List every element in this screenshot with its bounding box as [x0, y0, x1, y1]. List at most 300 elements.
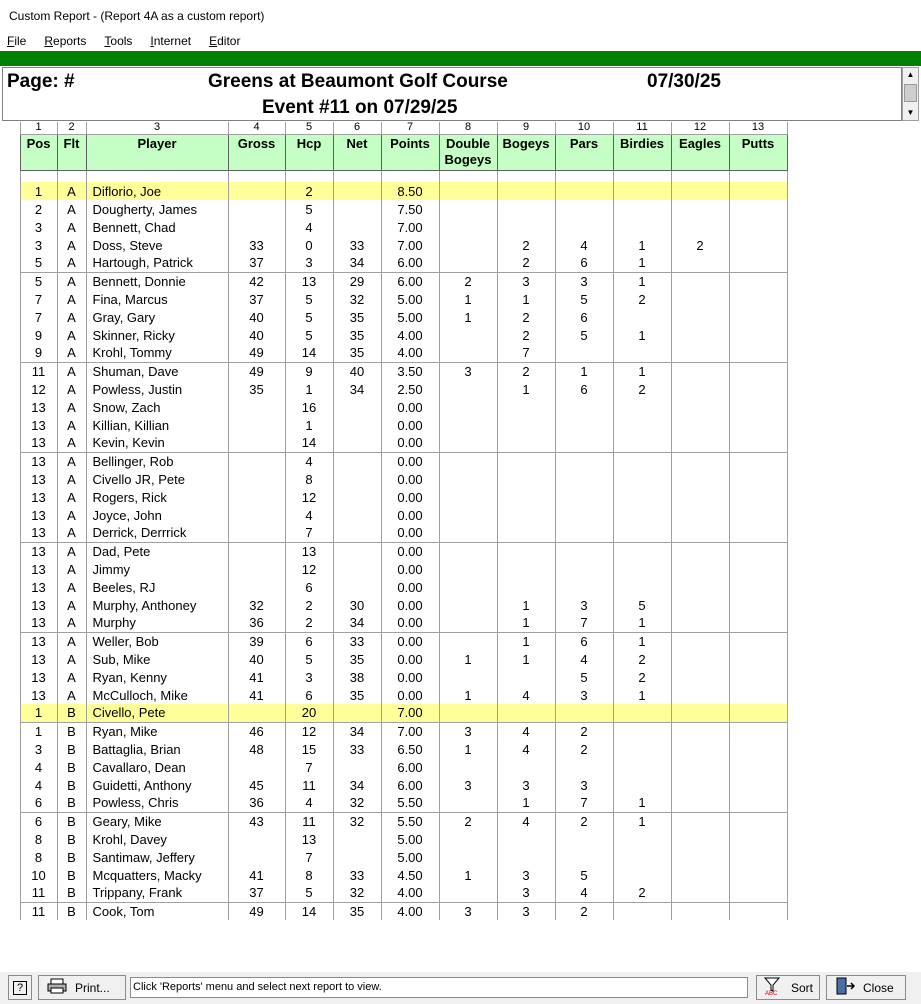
- cell-double-bogeys: [439, 632, 497, 650]
- cell-putts: [729, 632, 787, 650]
- row-header-cell: [0, 614, 20, 632]
- cell-birdies: 1: [613, 254, 671, 272]
- help-button[interactable]: [8, 975, 32, 1000]
- cell-pars: 6: [555, 308, 613, 326]
- cell-pos: 13: [20, 470, 57, 488]
- cell-player: Battaglia, Brian: [86, 740, 228, 758]
- table-row[interactable]: [0, 434, 787, 452]
- cell-points: 7.00: [381, 704, 439, 722]
- cell-bogeys: 2: [497, 362, 555, 380]
- cell-flt: B: [57, 740, 86, 758]
- cell-hcp: 1: [285, 380, 333, 398]
- cell-flt: B: [57, 794, 86, 812]
- cell-eagles: [671, 722, 729, 740]
- column-number-pars[interactable]: 10: [555, 122, 613, 134]
- cell-putts: [729, 578, 787, 596]
- cell-double-bogeys: [439, 884, 497, 902]
- table-row[interactable]: [0, 362, 787, 380]
- cell-double-bogeys: 1: [439, 290, 497, 308]
- header-pars[interactable]: Pars: [555, 134, 613, 170]
- cell-pars: [555, 434, 613, 452]
- cell-net: 35: [333, 686, 381, 704]
- cell-bogeys: [497, 218, 555, 236]
- table-row[interactable]: [0, 560, 787, 578]
- cell-points: 5.50: [381, 812, 439, 830]
- cell-eagles: [671, 812, 729, 830]
- cell-eagles: [671, 632, 729, 650]
- cell-pos: 6: [20, 812, 57, 830]
- cell-birdies: [613, 200, 671, 218]
- cell-pars: [555, 416, 613, 434]
- cell-pos: 13: [20, 506, 57, 524]
- cell-points: 0.00: [381, 416, 439, 434]
- report-header: [2, 67, 902, 121]
- table-row[interactable]: [0, 344, 787, 362]
- table-row[interactable]: [0, 290, 787, 308]
- cell-putts: [729, 452, 787, 470]
- cell-points: 4.00: [381, 884, 439, 902]
- row-header-cell: [0, 506, 20, 524]
- cell-net: 34: [333, 776, 381, 794]
- cell-bogeys: 2: [497, 326, 555, 344]
- cell-bogeys: [497, 182, 555, 200]
- row-header-cell: [0, 134, 20, 170]
- table-row[interactable]: [0, 704, 787, 722]
- menu-reports[interactable]: [37, 31, 93, 51]
- table-row[interactable]: [0, 326, 787, 344]
- cell-player: Sub, Mike: [86, 650, 228, 668]
- table-row[interactable]: [0, 740, 787, 758]
- cell-double-bogeys: 1: [439, 740, 497, 758]
- column-number-pos[interactable]: 1: [20, 122, 57, 134]
- cell-net: [333, 578, 381, 596]
- cell-gross: [228, 488, 285, 506]
- row-header-cell: [0, 848, 20, 866]
- table-row[interactable]: [0, 452, 787, 470]
- row-header-cell: [0, 668, 20, 686]
- cell-pos: 8: [20, 848, 57, 866]
- menu-file[interactable]: [0, 31, 33, 51]
- cell-points: 0.00: [381, 686, 439, 704]
- cell-pars: [555, 470, 613, 488]
- cell-pars: 4: [555, 650, 613, 668]
- cell-bogeys: 1: [497, 614, 555, 632]
- column-number-gross[interactable]: 4: [228, 122, 285, 134]
- cell-player: Ryan, Mike: [86, 722, 228, 740]
- cell-net: [333, 452, 381, 470]
- cell-player: Beeles, RJ: [86, 578, 228, 596]
- cell-eagles: [671, 776, 729, 794]
- row-header-cell: [0, 560, 20, 578]
- cell-putts: [729, 218, 787, 236]
- cell-bogeys: 1: [497, 632, 555, 650]
- cell-pars: [555, 704, 613, 722]
- cell-gross: 49: [228, 902, 285, 920]
- printer-icon: [47, 978, 67, 997]
- table-row[interactable]: [0, 902, 787, 920]
- table-row[interactable]: [0, 308, 787, 326]
- table-row[interactable]: [0, 488, 787, 506]
- table-row[interactable]: [0, 524, 787, 542]
- cell-pos: 9: [20, 326, 57, 344]
- table-row[interactable]: [0, 830, 787, 848]
- cell-gross: [228, 524, 285, 542]
- cell-pos: 9: [20, 344, 57, 362]
- report-grid: [0, 122, 788, 920]
- table-row[interactable]: [0, 272, 787, 290]
- cell-player: Powless, Chris: [86, 794, 228, 812]
- cell-pars: 1: [555, 362, 613, 380]
- spacer-cell: [20, 170, 57, 182]
- table-row[interactable]: [0, 776, 787, 794]
- cell-player: Bennett, Chad: [86, 218, 228, 236]
- cell-player: Guidetti, Anthony: [86, 776, 228, 794]
- page-label: Page: #: [7, 71, 75, 92]
- header-points[interactable]: Points: [381, 134, 439, 170]
- scroll-up-icon[interactable]: ▲: [906, 70, 915, 79]
- cell-birdies: 1: [613, 614, 671, 632]
- cell-bogeys: 1: [497, 290, 555, 308]
- cell-points: 5.00: [381, 848, 439, 866]
- cell-points: 3.50: [381, 362, 439, 380]
- cell-pos: 13: [20, 632, 57, 650]
- cell-double-bogeys: [439, 614, 497, 632]
- cell-flt: A: [57, 434, 86, 452]
- table-row[interactable]: [0, 542, 787, 560]
- cell-points: 0.00: [381, 452, 439, 470]
- cell-double-bogeys: [439, 434, 497, 452]
- cell-points: 6.50: [381, 740, 439, 758]
- menu-editor[interactable]: [202, 31, 247, 51]
- table-row[interactable]: [0, 470, 787, 488]
- cell-player: Doss, Steve: [86, 236, 228, 254]
- row-header-cell: [0, 470, 20, 488]
- row-header-cell: [0, 866, 20, 884]
- cell-hcp: 14: [285, 434, 333, 452]
- cell-pars: 6: [555, 632, 613, 650]
- cell-double-bogeys: [439, 200, 497, 218]
- cell-bogeys: [497, 452, 555, 470]
- menu-editor-accel: E: [209, 34, 218, 48]
- cell-double-bogeys: 3: [439, 362, 497, 380]
- table-row[interactable]: [0, 254, 787, 272]
- cell-flt: A: [57, 542, 86, 560]
- cell-pos: 6: [20, 794, 57, 812]
- table-row[interactable]: [0, 182, 787, 200]
- cell-gross: [228, 704, 285, 722]
- table-row[interactable]: [0, 668, 787, 686]
- cell-gross: [228, 578, 285, 596]
- cell-double-bogeys: [439, 452, 497, 470]
- table-row[interactable]: [0, 722, 787, 740]
- cell-pos: 5: [20, 254, 57, 272]
- cell-player: Dougherty, James: [86, 200, 228, 218]
- cell-eagles: [671, 758, 729, 776]
- cell-flt: A: [57, 272, 86, 290]
- scroll-thumb[interactable]: [904, 84, 917, 102]
- cell-birdies: 2: [613, 884, 671, 902]
- cell-pars: [555, 506, 613, 524]
- header-bogeys[interactable]: Bogeys: [497, 134, 555, 170]
- cell-pos: 3: [20, 218, 57, 236]
- cell-double-bogeys: [439, 848, 497, 866]
- cell-net: 33: [333, 740, 381, 758]
- menu-internet[interactable]: [143, 31, 198, 51]
- table-row[interactable]: [0, 218, 787, 236]
- column-number-hcp[interactable]: 5: [285, 122, 333, 134]
- cell-net: 30: [333, 596, 381, 614]
- sort-button[interactable]: [756, 975, 820, 1000]
- cell-eagles: [671, 578, 729, 596]
- row-header-cell: [0, 812, 20, 830]
- header-flt[interactable]: Flt: [57, 134, 86, 170]
- cell-putts: [729, 560, 787, 578]
- cell-player: Krohl, Davey: [86, 830, 228, 848]
- print-button[interactable]: [38, 975, 126, 1000]
- cell-birdies: [613, 722, 671, 740]
- column-number-bogeys[interactable]: 9: [497, 122, 555, 134]
- svg-text:ABC: ABC: [765, 991, 778, 996]
- cell-eagles: [671, 740, 729, 758]
- header-pos[interactable]: Pos: [20, 134, 57, 170]
- cell-points: 5.00: [381, 290, 439, 308]
- cell-eagles: [671, 866, 729, 884]
- cell-pars: 7: [555, 614, 613, 632]
- cell-flt: A: [57, 380, 86, 398]
- spacer-cell: [613, 170, 671, 182]
- cell-double-bogeys: [439, 344, 497, 362]
- cell-gross: [228, 560, 285, 578]
- cell-birdies: 2: [613, 650, 671, 668]
- cell-putts: [729, 776, 787, 794]
- close-button[interactable]: [826, 975, 906, 1000]
- table-row[interactable]: [0, 236, 787, 254]
- spacer-cell: [555, 170, 613, 182]
- column-number-points[interactable]: 7: [381, 122, 439, 134]
- header-player[interactable]: Player: [86, 134, 228, 170]
- cell-bogeys: [497, 200, 555, 218]
- cell-hcp: 20: [285, 704, 333, 722]
- cell-points: 0.00: [381, 650, 439, 668]
- cell-gross: [228, 506, 285, 524]
- row-header-cell: [0, 542, 20, 560]
- cell-flt: A: [57, 182, 86, 200]
- table-row[interactable]: [0, 812, 787, 830]
- cell-putts: [729, 434, 787, 452]
- cell-gross: [228, 470, 285, 488]
- cell-eagles: [671, 596, 729, 614]
- table-row[interactable]: [0, 866, 787, 884]
- cell-gross: [228, 758, 285, 776]
- cell-bogeys: 4: [497, 686, 555, 704]
- table-row[interactable]: [0, 686, 787, 704]
- table-row[interactable]: [0, 632, 787, 650]
- cell-hcp: 5: [285, 200, 333, 218]
- menu-tools[interactable]: [97, 31, 139, 51]
- header-eagles[interactable]: Eagles: [671, 134, 729, 170]
- cell-pos: 5: [20, 272, 57, 290]
- header-putts[interactable]: Putts: [729, 134, 787, 170]
- cell-flt: B: [57, 884, 86, 902]
- column-number-net[interactable]: 6: [333, 122, 381, 134]
- cell-putts: [729, 794, 787, 812]
- cell-points: 2.50: [381, 380, 439, 398]
- header-hcp[interactable]: Hcp: [285, 134, 333, 170]
- cell-double-bogeys: 1: [439, 866, 497, 884]
- table-row[interactable]: [0, 380, 787, 398]
- row-header-cell: [0, 290, 20, 308]
- column-number-player[interactable]: 3: [86, 122, 228, 134]
- cell-hcp: 3: [285, 668, 333, 686]
- cell-hcp: 4: [285, 218, 333, 236]
- cell-bogeys: [497, 398, 555, 416]
- cell-double-bogeys: 1: [439, 686, 497, 704]
- cell-points: 0.00: [381, 434, 439, 452]
- row-header-cell: [0, 362, 20, 380]
- cell-gross: 36: [228, 794, 285, 812]
- menu-bar: [0, 31, 921, 51]
- cell-flt: A: [57, 344, 86, 362]
- cell-double-bogeys: [439, 542, 497, 560]
- cell-birdies: [613, 830, 671, 848]
- row-header-cell: [0, 488, 20, 506]
- cell-pos: 4: [20, 776, 57, 794]
- cell-flt: A: [57, 614, 86, 632]
- cell-gross: [228, 398, 285, 416]
- cell-net: [333, 200, 381, 218]
- cell-bogeys: 1: [497, 650, 555, 668]
- cell-birdies: [613, 506, 671, 524]
- header-net[interactable]: Net: [333, 134, 381, 170]
- cell-pos: 3: [20, 236, 57, 254]
- cell-pos: 7: [20, 290, 57, 308]
- header-scrollbar[interactable]: [902, 67, 919, 121]
- cell-player: Weller, Bob: [86, 632, 228, 650]
- column-number-flt[interactable]: 2: [57, 122, 86, 134]
- cell-gross: [228, 452, 285, 470]
- cell-eagles: [671, 488, 729, 506]
- cell-double-bogeys: [439, 218, 497, 236]
- cell-birdies: 1: [613, 236, 671, 254]
- cell-gross: [228, 542, 285, 560]
- table-row[interactable]: [0, 596, 787, 614]
- report-table: [0, 122, 788, 920]
- cell-eagles: [671, 524, 729, 542]
- column-number-eagles[interactable]: 12: [671, 122, 729, 134]
- table-row[interactable]: [0, 794, 787, 812]
- cell-bogeys: [497, 434, 555, 452]
- column-number-birdies[interactable]: 11: [613, 122, 671, 134]
- menu-file-accel: F: [7, 34, 15, 48]
- cell-double-bogeys: [439, 398, 497, 416]
- cell-hcp: 6: [285, 632, 333, 650]
- cell-birdies: [613, 488, 671, 506]
- cell-flt: A: [57, 398, 86, 416]
- cell-net: [333, 542, 381, 560]
- cell-putts: [729, 470, 787, 488]
- window-title: Custom Report - (Report 4A as a custom report): [0, 0, 921, 31]
- cell-pos: 13: [20, 596, 57, 614]
- cell-putts: [729, 326, 787, 344]
- cell-eagles: [671, 308, 729, 326]
- cell-double-bogeys: [439, 794, 497, 812]
- spacer-cell: [381, 170, 439, 182]
- close-label: Close: [863, 980, 894, 995]
- table-row[interactable]: [0, 200, 787, 218]
- table-row[interactable]: [0, 578, 787, 596]
- table-row[interactable]: [0, 758, 787, 776]
- cell-eagles: [671, 686, 729, 704]
- cell-eagles: [671, 830, 729, 848]
- spacer-cell: [285, 170, 333, 182]
- cell-double-bogeys: [439, 578, 497, 596]
- cell-eagles: [671, 344, 729, 362]
- column-number-putts[interactable]: 13: [729, 122, 787, 134]
- table-row[interactable]: [0, 614, 787, 632]
- cell-birdies: [613, 740, 671, 758]
- cell-player: Kevin, Kevin: [86, 434, 228, 452]
- cell-pos: 1: [20, 182, 57, 200]
- header-double-bogeys[interactable]: Double Bogeys: [439, 134, 497, 170]
- header-birdies[interactable]: Birdies: [613, 134, 671, 170]
- cell-gross: 33: [228, 236, 285, 254]
- cell-hcp: 3: [285, 254, 333, 272]
- cell-pos: 13: [20, 560, 57, 578]
- table-row[interactable]: [0, 650, 787, 668]
- table-row[interactable]: [0, 416, 787, 434]
- cell-net: 40: [333, 362, 381, 380]
- column-number-double-bogeys[interactable]: 8: [439, 122, 497, 134]
- cell-pars: [555, 452, 613, 470]
- cell-eagles: [671, 434, 729, 452]
- table-row[interactable]: [0, 848, 787, 866]
- table-row[interactable]: [0, 506, 787, 524]
- menu-reports-accel: R: [44, 34, 54, 48]
- cell-player: Fina, Marcus: [86, 290, 228, 308]
- cell-hcp: 7: [285, 758, 333, 776]
- cell-birdies: [613, 416, 671, 434]
- status-message: Click 'Reports' menu and select next report to view.: [130, 977, 748, 998]
- cell-pos: 10: [20, 866, 57, 884]
- cell-putts: [729, 344, 787, 362]
- cell-pars: 5: [555, 668, 613, 686]
- cell-double-bogeys: [439, 830, 497, 848]
- header-gross[interactable]: Gross: [228, 134, 285, 170]
- cell-putts: [729, 722, 787, 740]
- cell-hcp: 13: [285, 542, 333, 560]
- cell-bogeys: [497, 560, 555, 578]
- cell-net: 32: [333, 812, 381, 830]
- cell-bogeys: 1: [497, 794, 555, 812]
- table-row[interactable]: [0, 884, 787, 902]
- cell-pos: 2: [20, 200, 57, 218]
- cell-hcp: 5: [285, 884, 333, 902]
- cell-pos: 7: [20, 308, 57, 326]
- cell-points: 6.00: [381, 272, 439, 290]
- cell-eagles: [671, 848, 729, 866]
- cell-net: [333, 830, 381, 848]
- cell-birdies: 1: [613, 812, 671, 830]
- row-header-cell: [0, 200, 20, 218]
- cell-gross: [228, 200, 285, 218]
- cell-eagles: [671, 398, 729, 416]
- spacer-cell: [671, 170, 729, 182]
- cell-points: 0.00: [381, 668, 439, 686]
- cell-player: Shuman, Dave: [86, 362, 228, 380]
- table-row[interactable]: [0, 398, 787, 416]
- scroll-down-icon[interactable]: ▼: [906, 108, 915, 117]
- cell-flt: A: [57, 506, 86, 524]
